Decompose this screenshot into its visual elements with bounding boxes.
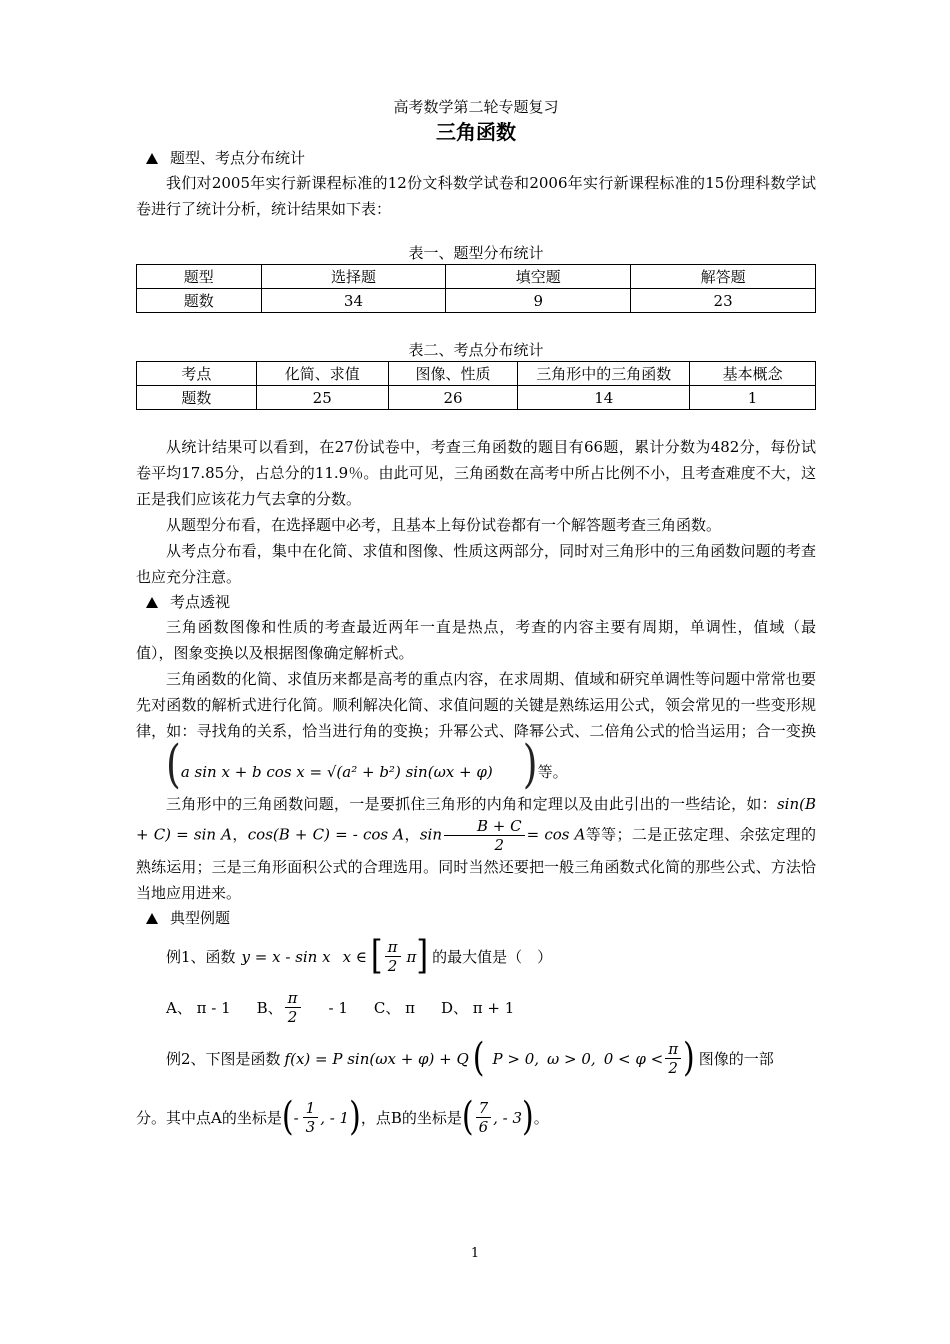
focus-paragraph-2 — [136, 666, 816, 794]
formula-sin-half-tail: = cos A — [526, 825, 586, 844]
paren-left: ( — [472, 1035, 485, 1081]
paren-right: ) — [683, 1035, 695, 1081]
choice-c: C、 π — [373, 999, 415, 1017]
example-1-label: 例1、函数 — [166, 948, 236, 966]
table-cell: 基本概念 — [690, 362, 816, 386]
point-b-y: , - 3 — [493, 1108, 523, 1127]
table-row — [137, 265, 816, 289]
fraction-numerator: π — [665, 1040, 681, 1059]
section-heading-text: 题型、考点分布统计 — [170, 149, 306, 167]
paren-right: ) — [522, 734, 538, 794]
document-title: 三角函数 — [436, 120, 516, 144]
focus-paragraph-2-text: 三角函数的化简、求值历来都是高考的重点内容，在求周期、值域和研究单调性等问题中常常也要先对函数的解析式进行化简。顺利解决化简、求值问题的关键是熟练运用公式，领会常见的一些变形规律，如：寻找角的关系，恰当进行角的变换；升幂公式、降幂公式、二倍角公式的恰当运用；合一变换 — [136, 670, 816, 740]
paren-right: ) — [349, 1094, 361, 1140]
table2-caption: 表二、考点分布统计 — [408, 341, 544, 359]
table-cell: 23 — [631, 289, 816, 313]
table-cell: 考点 — [137, 362, 257, 386]
formula-sin-half-lead: sin — [419, 825, 443, 844]
example-2-points — [136, 1094, 816, 1140]
paren-left: ( — [281, 1094, 294, 1140]
triangle-bullet-icon — [146, 153, 158, 164]
triangle-bullet-icon — [146, 597, 158, 608]
table-cell: 图像、性质 — [388, 362, 518, 386]
bracket-left: [ — [370, 933, 383, 979]
formula-sin-sum: sin(B + C) = sin A — [136, 795, 816, 844]
table1-caption: 表一、题型分布统计 — [408, 244, 544, 262]
section-heading-stats — [136, 146, 816, 170]
choice-b-label: B、 — [256, 999, 283, 1017]
point-a-y: , - 1 — [320, 1108, 350, 1127]
paren-left: ( — [166, 734, 181, 794]
page-number: 1 — [470, 1246, 480, 1261]
table-cell: 选择题 — [261, 265, 446, 289]
fraction-numerator: π — [285, 989, 301, 1008]
combine-formula: a sin x + b cos x = √(a² + b²) sin(ωx + φ) — [180, 763, 493, 781]
document-subtitle: 高考数学第二轮专题复习 — [393, 98, 559, 116]
choice-d: D、 π + 1 — [441, 999, 515, 1017]
example-1 — [136, 933, 816, 979]
example-1-choices — [136, 989, 816, 1026]
question-type-table — [136, 264, 816, 313]
point-a-fraction — [303, 1099, 319, 1136]
section-heading-text: 典型例题 — [170, 909, 231, 927]
example-2-condition-p: P > 0, — [492, 1049, 540, 1068]
fraction-denominator: 2 — [387, 957, 398, 975]
focus-paragraph-2-tail: 等。 — [537, 763, 568, 781]
example-1-domain-lead: x ∈ — [342, 947, 367, 966]
table-row — [137, 289, 816, 313]
fraction-numerator: 1 — [303, 1099, 319, 1118]
point-a-label: 分。其中点A的坐标是 — [136, 1109, 282, 1127]
point-b-fraction — [476, 1099, 492, 1136]
example-2-label: 例2、下图是函数 — [166, 1050, 281, 1068]
fraction-numerator: π — [385, 938, 401, 957]
formula-cos-sum: cos(B + C) = - cos A — [247, 825, 405, 844]
choice-a: A、 π - 1 — [166, 999, 231, 1017]
fraction-half-angle — [444, 817, 525, 854]
example-2-condition-omega: ω > 0, — [547, 1049, 596, 1068]
fraction-denominator: 3 — [305, 1118, 316, 1136]
section-heading-focus — [136, 590, 816, 614]
sentence-end: 。 — [533, 1109, 549, 1127]
table-cell: 26 — [388, 386, 518, 410]
table-cell: 题数 — [137, 386, 257, 410]
table-cell: 三角形中的三角函数 — [518, 362, 690, 386]
choice-b-tail: - 1 — [328, 998, 348, 1017]
topic-distribution-table — [136, 361, 816, 410]
fraction-denominator: 2 — [668, 1059, 678, 1077]
table-cell: 14 — [518, 386, 690, 410]
analysis-paragraph-2: 从题型分布看，在选择题中必考，且基本上每份试卷都有一个解答题考查三角函数。 — [166, 516, 722, 534]
table-cell: 题数 — [137, 289, 262, 313]
analysis-paragraph-3: 从考点分布看，集中在化简、求值和图像、性质这两部分，同时对三角形中的三角函数问题的考查也应充分注意。 — [136, 542, 816, 586]
fraction-pi-over-2 — [385, 938, 401, 975]
fraction-denominator: 6 — [478, 1118, 489, 1136]
section-heading-text: 考点透视 — [170, 593, 231, 611]
separator: ， — [404, 825, 420, 844]
example-2-condition-phi: 0 < φ < — [603, 1049, 664, 1068]
minus-sign: - — [293, 1108, 299, 1127]
example-1-domain-end: π — [406, 947, 417, 966]
table-row — [137, 362, 816, 386]
table-cell: 解答题 — [631, 265, 816, 289]
example-1-question: 的最大值是（ ） — [432, 948, 553, 966]
bracket-right: ] — [416, 933, 429, 979]
focus-paragraph-3 — [136, 791, 816, 906]
example-2 — [136, 1035, 816, 1081]
focus-paragraph-3-tail: 等等；二是正弦定理、余弦定理的熟练运用；三是三角形面积公式的合理选用。同时当然还要把一般三角函数式化简的那些公式、方法恰当地应用进来。 — [136, 825, 816, 902]
table-cell: 化简、求值 — [256, 362, 388, 386]
point-b-label: ，点B的坐标是 — [360, 1109, 462, 1127]
separator: ， — [232, 825, 248, 844]
paren-left: ( — [461, 1094, 474, 1140]
document-page — [136, 96, 816, 1140]
fraction-denominator: 2 — [494, 836, 505, 854]
table-cell: 34 — [261, 289, 446, 313]
focus-paragraph-3-text: 三角形中的三角函数问题，一是要抓住三角形的内角和定理以及由此引出的一些结论，如： — [166, 795, 777, 813]
paren-right: ) — [522, 1094, 534, 1140]
section-heading-examples — [136, 906, 816, 930]
example-1-function: y = x - sin x — [241, 947, 331, 966]
example-2-tail: 图像的一部 — [698, 1050, 774, 1068]
table-cell: 9 — [446, 289, 631, 313]
intro-paragraph: 我们对2005年实行新课程标准的12份文科数学试卷和2006年实行新课程标准的15份理科数学试卷进行了统计分析，统计结果如下表： — [136, 174, 816, 218]
fraction-denominator: 2 — [287, 1008, 298, 1026]
triangle-bullet-icon — [146, 913, 158, 924]
table-row — [137, 386, 816, 410]
fraction-numerator: 7 — [476, 1099, 492, 1118]
table-cell: 题型 — [137, 265, 262, 289]
fraction-pi-over-2 — [285, 989, 327, 1026]
table-cell: 1 — [690, 386, 816, 410]
analysis-paragraph-1: 从统计结果可以看到，在27份试卷中，考查三角函数的题目有66题，累计分数为482分，每份试卷平均17.85分，占总分的11.9％。由此可见，三角函数在高考中所占比例不小，且考查难度不大，这正是我们应该花力气去拿的分数。 — [136, 438, 816, 508]
table-cell: 25 — [256, 386, 388, 410]
fraction-numerator: B + C — [444, 817, 525, 836]
fraction-pi-over-2 — [665, 1040, 681, 1077]
example-2-function: f(x) = P sin(ωx + φ) + Q — [284, 1049, 469, 1068]
table-cell: 填空题 — [446, 265, 631, 289]
focus-paragraph-1: 三角函数图像和性质的考查最近两年一直是热点，考查的内容主要有周期，单调性，值域（最值），图象变换以及根据图像确定解析式。 — [136, 618, 816, 662]
